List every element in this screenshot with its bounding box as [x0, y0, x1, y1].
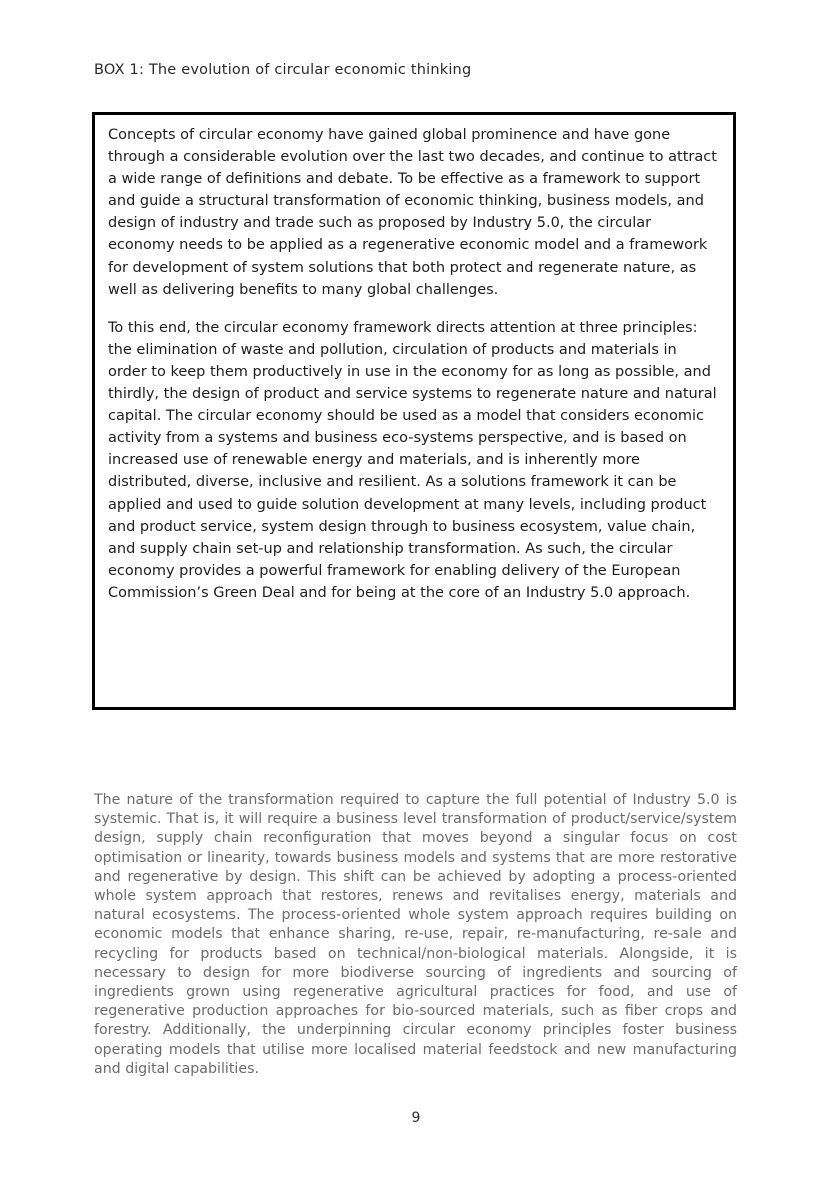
box-heading: BOX 1: The evolution of circular economic thinking [94, 62, 472, 78]
body-paragraph: The nature of the transformation required to capture the full potential of Industry 5.0 is systemic. That is, it will require a business level transformation of product/service/system design, supply chain reconfiguration that moves beyond a singular focus on cost optimisation or linearity, towards business models and systems that are more restorative and regenerative by design. This shift can be achieved by adopting a process-oriented whole system approach that restores, renews and revitalises energy, materials and natural ecosystems. The process-oriented whole system approach requires building on economic models that enhance sharing, re-use, repair, re-manufacturing, re-sale and recycling for products based on technical/non-biological materials. Alongside, it is necessary to design for more biodiverse sourcing of ingredients and sourcing of ingredients grown using regenerative agricultural practices for food, and use of regenerative production approaches for bio-sourced materials, such as fiber crops and forestry. Additionally, the underpinning circular economy principles foster business operating models that utilise more localised material feedstock and new manufacturing and digital capabilities. [94, 792, 737, 1077]
text-box [92, 112, 736, 710]
box-paragraph-2: To this end, the circular economy framework directs attention at three principles: the elimination of waste and pollution, circulation of products and materials in order to keep them productively in use in the economy for as long as possible, and thirdly, the design of product and service systems to regenerate nature and natural capital. The circular economy should be used as a model that considers economic activity from a systems and business eco-systems perspective, and is based on increased use of renewable energy and materials, and is inherently more distributed, diverse, inclusive and resilient. As a solutions framework it can be applied and used to guide solution development at many levels, including product and product service, system design through to business ecosystem, value chain, and supply chain set-up and relationship transformation. As such, the circular economy provides a powerful framework for enabling delivery of the European Commission’s Green Deal and for being at the core of an Industry 5.0 approach. [108, 319, 717, 601]
page-number: 9 [411, 1110, 421, 1126]
box-paragraph-1: Concepts of circular economy have gained global prominence and have gone through a considerable evolution over the last two decades, and continue to attract a wide range of definitions and debate. To be effective as a framework to support and guide a structural transformation of economic thinking, business models, and design of industry and trade such as proposed by Industry 5.0, the circular economy needs to be applied as a regenerative economic model and a framework for development of system solutions that both protect and regenerate nature, as well as delivering benefits to many global challenges. [108, 127, 717, 298]
